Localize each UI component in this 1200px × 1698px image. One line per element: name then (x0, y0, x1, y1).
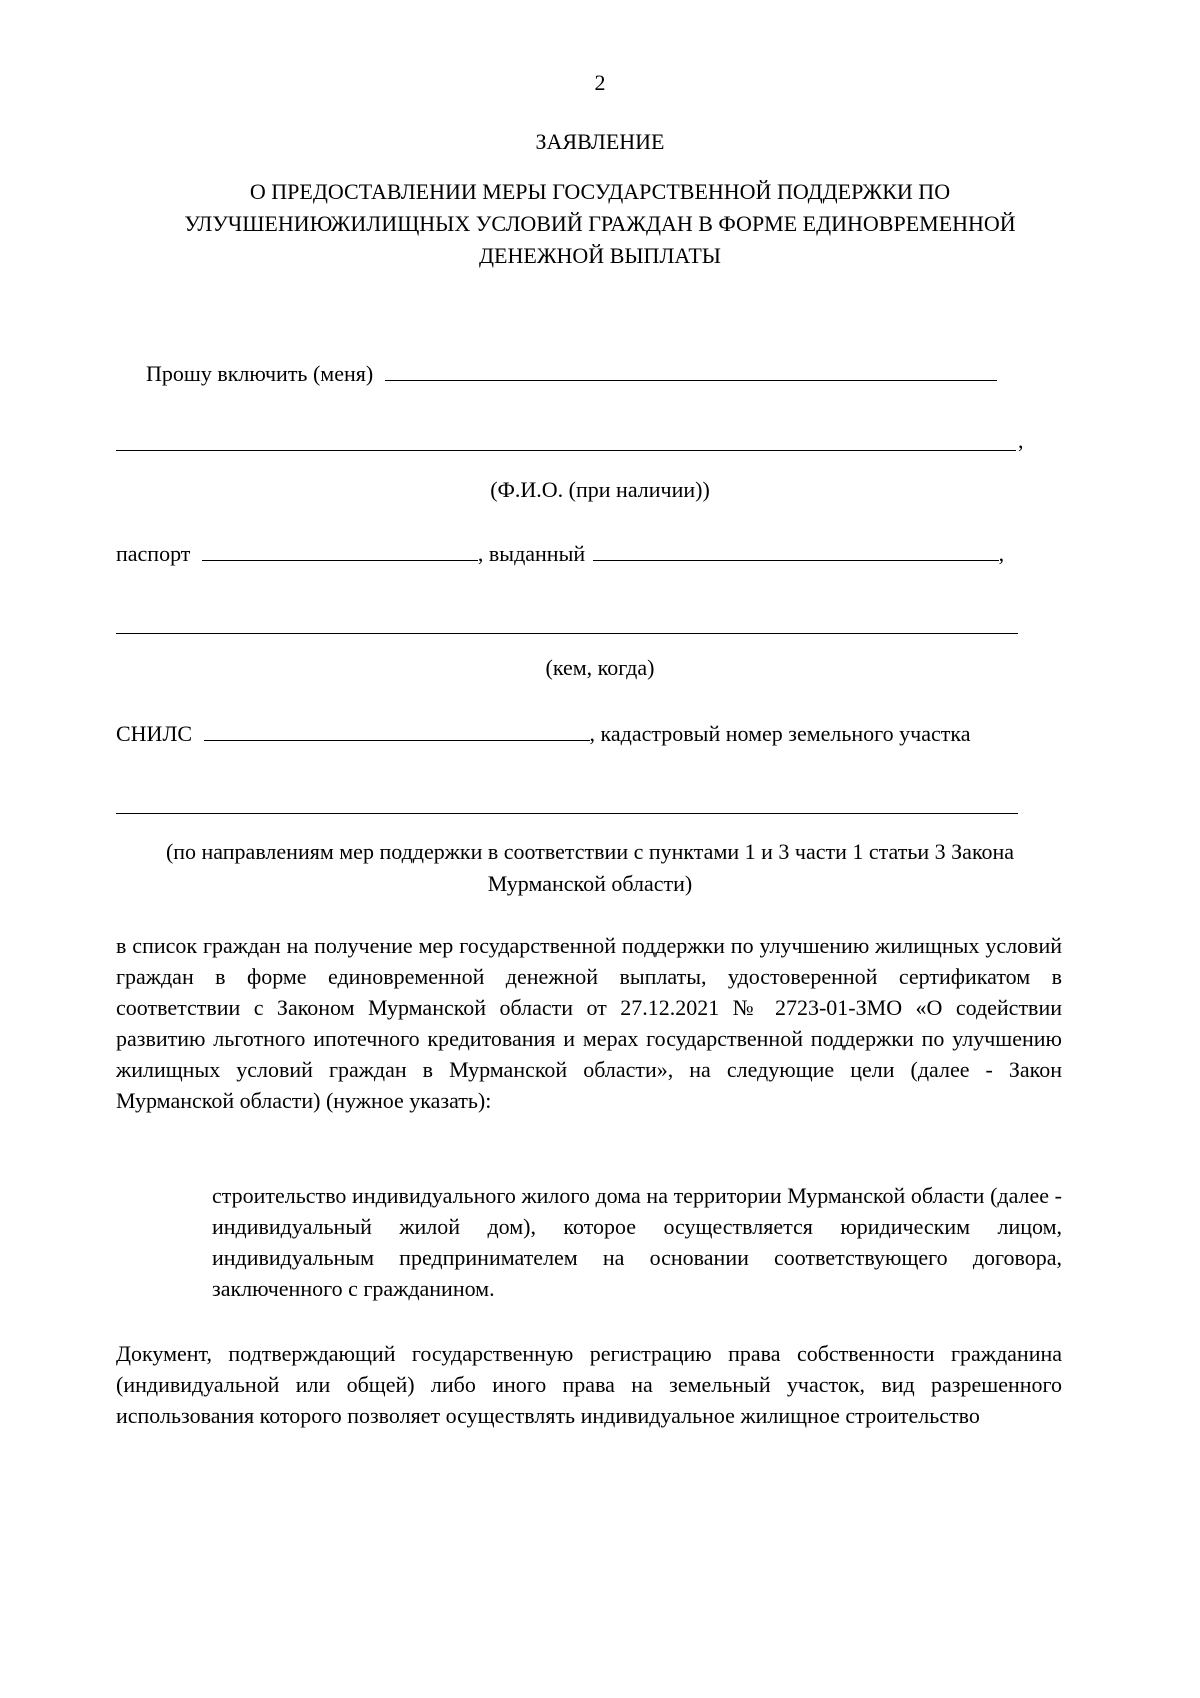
request-row (146, 358, 997, 390)
passport-issued-field[interactable] (593, 538, 999, 561)
document-subtitle: О ПРЕДОСТАВЛЕНИИ МЕРЫ ГОСУДАРСТВЕННОЙ ПОДДЕРЖКИ ПО УЛУЧШЕНИЮЖИЛИЩНЫХ УСЛОВИЙ ГРАЖДАН В ФОРМЕ ЕДИНОВРЕМЕННОЙ ДЕНЕЖНОЙ ВЫПЛАТЫ (184, 179, 1016, 268)
cadastral-caption: (по направлениям мер поддержки в соответствии с пунктами 1 и 3 части 1 статьи 3 Закона Мурманской области) (165, 839, 1015, 896)
passport-row (116, 538, 1004, 570)
document-title: ЗАЯВЛЕНИЕ (535, 129, 665, 154)
snils-field[interactable] (204, 718, 590, 741)
issued-label: , выданный (477, 541, 586, 566)
cadastral-label: , кадастровый номер земельного участка (589, 721, 971, 746)
request-label: Прошу включить (меня) (146, 361, 374, 386)
passport-number-field[interactable] (202, 538, 478, 561)
body-paragraph-document: Документ, подтверждающий государственную регистрацию права собственности гражданина (индивидуальной или общей) либо иного права на земельный участок, вид разрешенного использования которого позволяет осуществлять индивидуальное жилищное строительство (116, 1341, 1062, 1428)
applicant-name-field-continued[interactable] (116, 450, 1016, 451)
snils-row (116, 718, 971, 750)
cadastral-number-field[interactable] (116, 813, 1018, 814)
body-paragraph-list: в список граждан на получение мер государственной поддержки по улучшению жилищных условий граждан в форме единовременной денежной выплаты, удостоверенной сертификатом в соответствии с Законом Мурманской области от 27.12.2021 № 2723-01-ЗМО «О содействии развитию льготного ипотечного кредитования и мерах государственной поддержки по улучшению жилищных условий граждан в Мурманской области», на следующие цели (далее - Закон Мурманской области) (нужное указать): (116, 933, 1062, 1113)
name-line-comma: , (1018, 428, 1024, 453)
passport-label: паспорт (116, 541, 191, 566)
body-paragraph-purpose: строительство индивидуального жилого дома на территории Мурманской области (далее - индивидуальный жилой дом), которое осуществляется юридическим лицом, индивидуальным предпринимателем на основании соответствующего договора, заключенного с гражданином. (212, 1183, 1062, 1301)
passport-comma: , (998, 541, 1005, 566)
snils-label: СНИЛС (116, 721, 193, 746)
applicant-name-field[interactable] (385, 358, 997, 381)
issuer-caption: (кем, когда) (545, 655, 655, 680)
passport-issuer-field[interactable] (116, 633, 1018, 634)
fio-caption: (Ф.И.О. (при наличии)) (490, 477, 710, 502)
page-number: 2 (594, 70, 606, 95)
